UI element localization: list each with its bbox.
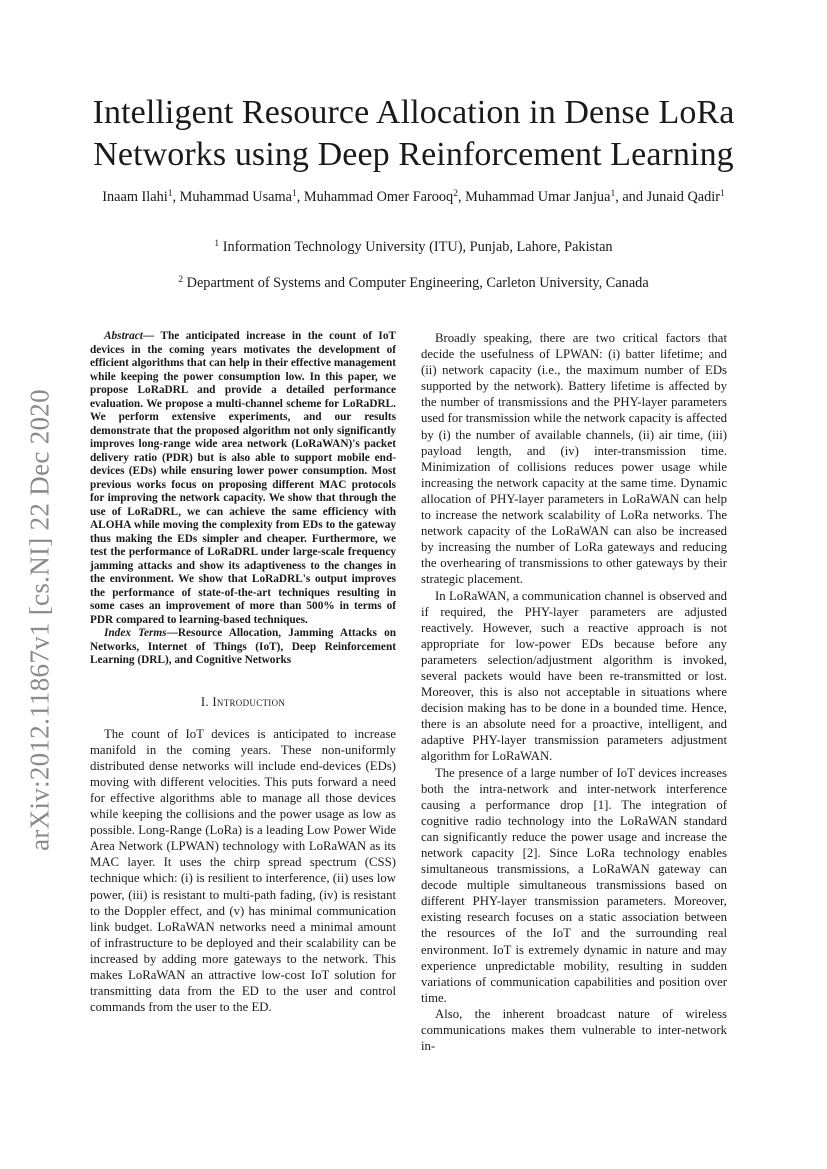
index-terms-label: Index Terms: [104, 627, 167, 639]
affiliation-marker: 1: [720, 189, 725, 199]
affiliation-marker: 2: [453, 189, 458, 199]
index-terms: [90, 627, 396, 668]
author: Junaid Qadir$^1$: [646, 189, 725, 205]
author: Muhammad Omer Farooq$^2$,: [303, 189, 466, 205]
arxiv-watermark: [4, 370, 76, 870]
left-column: [90, 330, 396, 1015]
author: Inaam Ilahi$^1$,: [102, 189, 180, 205]
paragraph: The presence of a large number of IoT devices increases both the intra-network and inter-network interference causing a performance drop [1]. The integration of cognitive radio technology into the LoRaWAN standard can significantly reduce the power usage and increase the network capacity [2]. Since LoRa technology enables simultaneous transmissions, a LoRaWAN gateway can decode multiple simultaneous transmissions based on different PHY-layer transmission parameters. Moreover, existing research focuses on a static association between the resources of the IoT and the surrounding real environment. IoT is extremely dynamic in nature and may experience unpredictable mobility, resulting in sudden variations of communication capabilities and position over time.: [421, 765, 727, 1005]
paragraph: Also, the inherent broadcast nature of wireless communications makes them vulnerable to inter-network in-: [421, 1006, 727, 1054]
paragraph: Broadly speaking, there are two critical factors that decide the usefulness of LPWAN: (i) batter lifetime; and (ii) network capacity (i.e., the maximum number of EDs supported by the network). Battery lifetime is affected by the number of transmissions and the PHY-layer parameters used for transmission while the network capacity is affected by (i) the number of available channels, (ii) air time, (iii) payload length, and (iv) inter-transmission time. Minimization of collisions reduces power usage while increasing the network capacity at the same time. Dynamic allocation of PHY-layer parameters in LoRaWAN can help to increase the network scalability of LoRa networks. The network capacity of the LoRaWAN can also be increased by increasing the number of LoRa gateways and reducing the overhearing of transmissions to other gateways by their strategic placement.: [421, 331, 727, 587]
paper-title: Intelligent Resource Allocation in Dense LoRa Networks using Deep Reinforcement Learning: [92, 94, 735, 173]
abstract: Abstract— The anticipated increase in the count of IoT devices in the coming years motivates the development of efficient algorithms that can help in their effective management while keeping the power consumption low. In this paper, we propose LoRaDRL and provide a detailed performance evaluation. We propose a multi-channel scheme for LoRaDRL. We perform extensive experiments, and our results demonstrate that the proposed algorithm not only significantly improves long-range wide area network (LoRaWAN)'s packet delivery ratio (PDR) but is also able to support mobile end-devices (EDs) while ensuring lower power consumption. Most previous works focus on proposing different MAC protocols for improving the network capacity. We show that through the use of LoRaDRL, we can achieve the same efficiency with ALOHA while moving the complexity from EDs to the gateway thus making the EDs simpler and cheaper. Furthermore, we test the performance of LoRaDRL under large-scale frequency jamming attacks and show its adaptiveness to the changes in the environment. We show that LoRaDRL's output improves the performance of state-of-the-art techniques resulting in some cases an improvement of more than 500% in terms of PDR compared to learning-based techniques.: [90, 330, 397, 626]
affiliation-marker: 1: [292, 189, 297, 199]
arxiv-identifier: arXiv:2012.11867v1 [cs.NI] 22 Dec 2020: [24, 389, 55, 851]
affiliation-2: $^2$ Department of Systems and Computer Engineering, Carleton University, Canada: [178, 275, 649, 291]
affiliation-1: $^1$ Information Technology University (ITU), Punjab, Lahore, Pakistan: [214, 239, 613, 255]
abstract-text: The anticipated increase in the count of IoT devices in the coming years motivates the development of efficient algorithms that can help in their effective management while keeping the power consumption low. In this paper, we propose LoRaDRL and provide a detailed performance evaluation. We propose a multi-channel scheme for LoRaDRL. We perform extensive experiments, and our results demonstrate that the proposed algorithm not only significantly improves long-range wide area network (LoRaWAN)'s packet delivery ratio (PDR) but is also able to support mobile end-devices (EDs) while ensuring lower power consumption. Most previous works focus on proposing different MAC protocols for improving the network capacity. We show that through the use of LoRaDRL, we can achieve the same efficiency with ALOHA while moving the complexity from EDs to the gateway thus making the EDs simpler and cheaper. Furthermore, we test the performance of LoRaDRL under large-scale frequency jamming attacks and show its adaptiveness to the changes in the environment. We show that LoRaDRL's output improves the performance of state-of-the-art techniques resulting in some cases an improvement of more than 500% in terms of PDR compared to learning-based techniques.: [90, 330, 397, 626]
right-column: [421, 330, 727, 1054]
paragraph: The count of IoT devices is anticipated to increase manifold in the coming years. These non-uniformly distributed dense networks will include end-devices (EDs) moving with different velocities. This puts forward a need for effective algorithms able to manage all those devices while keeping the collisions and the power usage as low as possible. Long-Range (LoRa) is a leading Low Power Wide Area Network (LPWAN) technology with LoRaWAN as its MAC layer. It uses the chirp spread spectrum (CSS) technique which: (i) is resilient to interference, (ii) uses low power, (iii) is resistant to multi-path fading, (iv) is resistant to the Doppler effect, and (v) has minimal communication link budget. LoRaWAN networks need a minimal amount of infrastructure to be deployed and their scalability can be increased by adding more gateways to the network. This makes LoRaWAN an attractive low-cost IoT solution for transmitting data from the ED to the user and control commands from the user to the ED.: [90, 726, 396, 1015]
index-terms-text: —Resource Allocation, Jamming Attacks on Networks, Internet of Things (IoT), Deep Reinforcement Learning (DRL), and Cognitive Networks: [90, 627, 396, 666]
affiliation-marker: 1: [610, 189, 616, 199]
author: Muhammad Umar Janjua$^1$, and: [465, 189, 647, 205]
paragraph: In LoRaWAN, a communication channel is observed and if required, the PHY-layer parameters are adjusted reactively. However, such a reactive approach is not appropriate for low-power EDs because before any parameters selection/adjustment algorithm is invoked, several packets would have been re-transmitted or lost. Moreover, this is also not acceptable in situations where decision making has to be done in a bounded time. Hence, there is an absolute need for a proactive, intelligent, and adaptive PHY-layer transmission parameters adjustment algorithm for LoRaWAN.: [421, 588, 727, 764]
author-list: [80, 187, 747, 207]
author: Muhammad Usama$^1$,: [179, 189, 304, 205]
abstract-label: Abstract: [104, 330, 143, 342]
section-heading: I. Introduction: [200, 694, 286, 709]
affiliation-marker: 1: [167, 189, 173, 199]
